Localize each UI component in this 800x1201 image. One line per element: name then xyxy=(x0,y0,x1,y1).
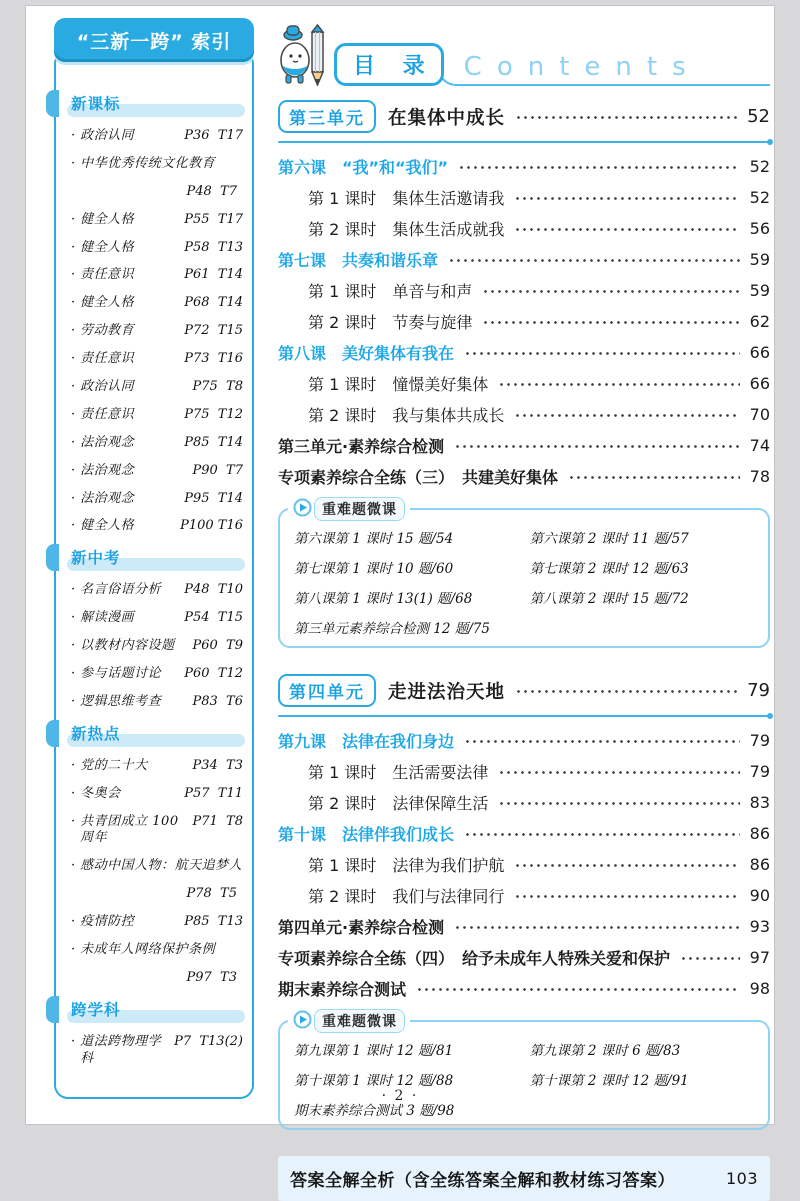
toc-row-title: 第六课 “我”和“我们” xyxy=(278,158,449,177)
index-item-label: 共青团成立 100 周年 xyxy=(80,813,179,846)
index-item-ref: P78 T5 xyxy=(186,886,237,902)
index-item-label: 健全人格 xyxy=(80,211,135,227)
toc-row xyxy=(278,186,770,209)
sidebar-index-item xyxy=(71,463,243,480)
page xyxy=(26,6,774,1191)
index-item-label: 责任意识 xyxy=(80,351,135,367)
sidebar-index-item xyxy=(71,758,243,775)
sidebar-section-cross-subject xyxy=(71,998,243,1068)
toc-row xyxy=(278,884,770,907)
bullet-icon: · xyxy=(71,942,76,958)
sidebar-section-header xyxy=(71,998,243,1022)
toc-page-number: 97 xyxy=(749,948,770,967)
dotted-leader xyxy=(458,164,740,171)
bullet-icon: · xyxy=(71,155,76,171)
sidebar-item-list xyxy=(71,128,243,535)
bullet-icon: · xyxy=(71,128,76,143)
micro-lesson-entry: 期末素养综合测试 3 题/98 xyxy=(294,1103,455,1119)
index-item-label: 健全人格 xyxy=(80,295,135,311)
micro-lesson-entry: 第六课第 1 课时 15 题/54 xyxy=(294,531,454,547)
sidebar-index-item xyxy=(71,407,243,424)
sidebar-section-new-exam xyxy=(71,546,243,710)
sidebar-index-item xyxy=(71,267,243,284)
toc-page-number: 59 xyxy=(749,281,770,300)
section-tab-icon xyxy=(46,544,59,571)
index-item-label: 冬奥会 xyxy=(80,785,121,801)
bullet-icon: · xyxy=(71,211,76,227)
bullet-icon: · xyxy=(71,239,76,255)
section-tab-icon xyxy=(46,720,59,747)
section-tab-icon xyxy=(46,996,59,1023)
dotted-leader xyxy=(514,412,740,419)
dotted-leader xyxy=(464,831,740,838)
bullet-icon: · xyxy=(71,1033,76,1049)
index-item-ref: P68 T14 xyxy=(184,295,243,311)
sidebar-index-item xyxy=(71,518,243,535)
index-item-label: 责任意识 xyxy=(80,406,135,422)
micro-lesson-entries xyxy=(294,527,754,637)
micro-lesson-entry: 第七课第 2 课时 12 题/63 xyxy=(529,561,689,577)
sidebar-section-new-curriculum xyxy=(71,92,243,535)
index-item-ref: P58 T13 xyxy=(184,239,243,255)
unit-badge: 第三单元 xyxy=(278,100,376,133)
toc-row-title: 第四单元·素养综合检测 xyxy=(278,918,445,937)
sidebar-index-item xyxy=(71,858,243,903)
index-item-ref: P72 T15 xyxy=(184,323,243,339)
toc-row-title: 专项素养综合全练（四） 给予未成年人特殊关爱和保护 xyxy=(278,949,671,968)
index-item-ref: P71 T8 xyxy=(192,813,243,829)
toc-row xyxy=(278,729,770,752)
contents-header xyxy=(278,20,770,86)
play-icon xyxy=(293,498,312,521)
toc-row xyxy=(278,822,770,845)
dotted-leader xyxy=(514,226,740,233)
toc-page-number: 79 xyxy=(747,680,770,701)
index-item-ref: P60 T12 xyxy=(184,666,243,682)
sidebar-index-item xyxy=(71,814,243,848)
toc-row xyxy=(278,403,770,426)
contents-title-zh: 目 录 xyxy=(334,43,444,86)
micro-lesson-entry: 第九课第 1 课时 12 题/81 xyxy=(294,1043,454,1059)
micro-lesson-entries xyxy=(294,1039,754,1119)
dotted-leader xyxy=(464,350,740,357)
index-item-label: 责任意识 xyxy=(80,267,135,283)
sidebar-section-title: 新中考 xyxy=(71,549,121,568)
sidebar-section-title: 跨学科 xyxy=(71,1000,121,1019)
toc-page-number: 66 xyxy=(749,343,770,362)
dotted-leader xyxy=(498,381,740,388)
bullet-icon: · xyxy=(71,757,76,773)
sidebar-index-item xyxy=(71,295,243,312)
bullet-icon: · xyxy=(71,351,76,367)
sidebar-index-item xyxy=(71,156,243,201)
sidebar-index-item xyxy=(71,638,243,655)
bullet-icon: · xyxy=(71,323,76,339)
index-item-label: 健全人格 xyxy=(80,518,135,534)
toc-row-title: 第 1 课时 法律为我们护航 xyxy=(308,856,505,875)
dotted-leader xyxy=(448,257,740,264)
toc-page-number: 56 xyxy=(749,219,770,238)
index-item-ref: P34 T3 xyxy=(192,757,243,773)
pencil-mascot-icon xyxy=(278,22,332,90)
index-item-ref: P48 T7 xyxy=(186,183,237,199)
toc-page-number: 52 xyxy=(749,157,770,176)
index-item-ref: P73 T16 xyxy=(184,351,243,367)
index-item-label: 参与话题讨论 xyxy=(80,666,162,682)
dotted-leader xyxy=(498,800,740,807)
toc-row-title: 第 2 课时 我们与法律同行 xyxy=(308,887,505,906)
toc-row xyxy=(278,434,770,457)
bullet-icon: · xyxy=(71,462,76,478)
dotted-leader xyxy=(514,893,740,900)
toc-row xyxy=(278,155,770,178)
toc-page-number: 86 xyxy=(749,824,770,843)
bullet-icon: · xyxy=(71,267,76,283)
answer-section-page: 103 xyxy=(725,1169,758,1188)
bullet-icon: · xyxy=(71,434,76,450)
answer-section-label: 答案全解全析（含全练答案全解和教材练习答案） xyxy=(290,1171,675,1191)
toc-row xyxy=(278,217,770,240)
toc-page-number: 66 xyxy=(749,374,770,393)
index-item-label: 疫情防控 xyxy=(80,914,135,930)
toc-row-title: 第 1 课时 集体生活邀请我 xyxy=(308,189,505,208)
dotted-leader xyxy=(482,288,740,295)
dotted-leader xyxy=(680,955,740,962)
micro-lesson-entry: 第八课第 1 课时 13(1) 题/68 xyxy=(294,591,473,607)
toc-row xyxy=(278,760,770,783)
sidebar-index xyxy=(54,18,254,1099)
sidebar-index-item xyxy=(71,240,243,257)
micro-lesson-box xyxy=(278,502,770,648)
index-item-ref: P95 T14 xyxy=(184,490,243,506)
micro-lesson-title: 重难题微课 xyxy=(314,1009,405,1033)
micro-lesson-box xyxy=(278,1014,770,1130)
toc-page-number: 93 xyxy=(749,917,770,936)
sidebar-title: “三新一跨” 索引 xyxy=(54,18,254,62)
dotted-leader xyxy=(515,114,740,121)
index-item-ref: P75 T12 xyxy=(184,406,243,422)
dotted-leader xyxy=(515,688,740,695)
toc-row-title: 在集体中成长 xyxy=(388,107,506,129)
toc-row xyxy=(278,915,770,938)
toc-page-number: 52 xyxy=(749,188,770,207)
toc-unit3-rows xyxy=(278,100,770,488)
bullet-icon: · xyxy=(71,638,76,654)
toc-row-title: 专项素养综合全练（三） 共建美好集体 xyxy=(278,468,559,487)
sidebar-index-item xyxy=(71,435,243,452)
toc-page-number: 86 xyxy=(749,855,770,874)
toc-row xyxy=(278,279,770,302)
toc-row xyxy=(278,946,770,969)
sidebar-section-header xyxy=(71,722,243,746)
micro-lesson-entry: 第三单元素养综合检测 12 题/75 xyxy=(294,621,490,637)
toc-row xyxy=(278,674,770,717)
index-item-label: 感动中国人物：航天追梦人 xyxy=(80,858,243,874)
index-item-ref: P100 T16 xyxy=(180,518,243,534)
toc-row xyxy=(278,465,770,488)
index-item-label: 名言俗语分析 xyxy=(80,582,162,598)
dotted-leader xyxy=(514,195,740,202)
toc-page-number: 70 xyxy=(749,405,770,424)
micro-lesson-tag xyxy=(288,1009,410,1033)
dotted-leader xyxy=(482,319,740,326)
toc-row-title: 第 2 课时 集体生活成就我 xyxy=(308,220,505,239)
sidebar-index-item xyxy=(71,786,243,803)
toc-row xyxy=(278,341,770,364)
contents-column xyxy=(278,20,770,1201)
sidebar-section-title: 新热点 xyxy=(71,724,121,743)
sidebar-index-item xyxy=(71,379,243,396)
dotted-leader xyxy=(568,474,740,481)
index-item-label: 以教材内容设题 xyxy=(80,638,175,654)
sidebar-index-item xyxy=(71,582,243,599)
dotted-leader xyxy=(514,862,740,869)
sidebar-section-title: 新课标 xyxy=(71,95,121,113)
sidebar-index-item xyxy=(71,610,243,627)
index-item-label: 政治认同 xyxy=(80,128,135,143)
toc-row-title: 第十课 法律伴我们成长 xyxy=(278,825,455,844)
bullet-icon: · xyxy=(71,785,76,801)
toc-row-title: 第 1 课时 单音与和声 xyxy=(308,282,473,301)
sidebar-index-item xyxy=(71,942,243,987)
index-item-ref: P7 T13(2) xyxy=(174,1033,243,1049)
toc-row-title: 第 2 课时 法律保障生活 xyxy=(308,794,489,813)
sidebar-section-header xyxy=(71,546,243,570)
toc-page-number: 79 xyxy=(749,731,770,750)
dotted-leader xyxy=(498,769,740,776)
index-item-ref: P90 T7 xyxy=(192,462,243,478)
index-item-label: 逻辑思维考查 xyxy=(80,693,162,709)
unit-badge: 第四单元 xyxy=(278,674,376,707)
dotted-leader xyxy=(454,443,740,450)
sidebar-index-item xyxy=(71,491,243,508)
index-item-ref: P36 T17 xyxy=(184,128,243,143)
bullet-icon: · xyxy=(71,518,76,534)
toc-row-title: 第 2 课时 节奏与旋律 xyxy=(308,313,473,332)
section-tab-icon xyxy=(46,90,59,117)
bullet-icon: · xyxy=(71,914,76,930)
micro-lesson-title: 重难题微课 xyxy=(314,497,405,521)
bullet-icon: · xyxy=(71,295,76,311)
toc-row xyxy=(278,248,770,271)
sidebar-body xyxy=(54,50,254,1099)
sidebar-index-item xyxy=(71,128,243,145)
index-item-ref: P85 T14 xyxy=(184,434,243,450)
index-item-ref: P60 T9 xyxy=(192,638,243,654)
toc-row-title: 第 2 课时 我与集体共成长 xyxy=(308,406,505,425)
toc-page-number: 52 xyxy=(747,106,770,127)
toc-row-title: 期末素养综合测试 xyxy=(278,980,407,999)
bullet-icon: · xyxy=(71,490,76,506)
toc-row-title: 第 1 课时 憧憬美好集体 xyxy=(308,375,489,394)
sidebar-index-item xyxy=(71,914,243,931)
dotted-leader xyxy=(416,986,740,993)
bullet-icon: · xyxy=(71,379,76,395)
bullet-icon: · xyxy=(71,582,76,598)
sidebar-index-item xyxy=(71,351,243,368)
micro-lesson-entry: 第九课第 2 课时 6 题/83 xyxy=(529,1043,681,1059)
sidebar-item-list xyxy=(71,1034,243,1068)
micro-lesson-entry: 第十课第 2 课时 12 题/91 xyxy=(529,1073,689,1089)
toc-row xyxy=(278,791,770,814)
toc-page-number: 74 xyxy=(749,436,770,455)
sidebar-section-hot-topics xyxy=(71,722,243,987)
toc-row xyxy=(278,100,770,143)
bullet-icon: · xyxy=(71,406,76,422)
index-item-ref: P85 T13 xyxy=(184,914,243,930)
contents-title-en: Contents xyxy=(438,54,770,86)
bullet-icon: · xyxy=(71,693,76,709)
toc-row xyxy=(278,853,770,876)
answer-section-bar xyxy=(278,1156,770,1201)
toc-page-number: 78 xyxy=(749,467,770,486)
sidebar-index-item xyxy=(71,666,243,683)
dotted-leader xyxy=(454,924,740,931)
sidebar-index-item xyxy=(71,1034,243,1068)
bullet-icon: · xyxy=(71,666,76,682)
toc-row xyxy=(278,310,770,333)
toc-row-title: 走进法治天地 xyxy=(388,681,506,703)
toc-row xyxy=(278,977,770,1000)
toc-row-title: 第八课 美好集体有我在 xyxy=(278,344,455,363)
index-item-ref: P83 T6 xyxy=(192,693,243,709)
index-item-label: 健全人格 xyxy=(80,239,135,255)
toc-row xyxy=(278,372,770,395)
index-item-ref: P75 T8 xyxy=(192,379,243,395)
index-item-label: 党的二十大 xyxy=(80,757,148,773)
index-item-label: 政治认同 xyxy=(80,379,135,395)
index-item-ref: P61 T14 xyxy=(184,267,243,283)
index-item-label: 未成年人网络保护条例 xyxy=(80,942,216,958)
index-item-ref: P57 T11 xyxy=(184,785,243,801)
index-item-ref: P97 T3 xyxy=(186,969,237,985)
index-item-ref: P54 T15 xyxy=(184,610,243,626)
toc-page-number: 79 xyxy=(749,762,770,781)
toc-row-title: 第七课 共奏和谐乐章 xyxy=(278,251,439,270)
bullet-icon: · xyxy=(71,813,76,829)
toc-page-number: 59 xyxy=(749,250,770,269)
index-item-label: 劳动教育 xyxy=(80,323,135,339)
toc-page-number: 90 xyxy=(749,886,770,905)
index-item-label: 道法跨物理学科 xyxy=(80,1033,162,1066)
micro-lesson-tag xyxy=(288,497,410,521)
micro-lesson-entry: 第八课第 2 课时 15 题/72 xyxy=(529,591,689,607)
bullet-icon: · xyxy=(71,858,76,874)
play-icon xyxy=(293,1010,312,1033)
index-item-label: 法治观念 xyxy=(80,490,135,506)
index-item-ref: P48 T10 xyxy=(184,582,243,598)
index-item-label: 中华优秀传统文化教育 xyxy=(80,155,216,171)
sidebar-index-item xyxy=(71,323,243,340)
sidebar-index-item xyxy=(71,212,243,229)
toc-row-title: 第 1 课时 生活需要法律 xyxy=(308,763,489,782)
micro-lesson-entry: 第七课第 1 课时 10 题/60 xyxy=(294,561,454,577)
toc-row-title: 第三单元·素养综合检测 xyxy=(278,437,445,456)
sidebar-item-list xyxy=(71,758,243,987)
index-item-ref: P55 T17 xyxy=(184,211,243,227)
sidebar-index-item xyxy=(71,694,243,711)
toc-row-title: 第九课 法律在我们身边 xyxy=(278,732,455,751)
toc-page-number: 98 xyxy=(749,979,770,998)
toc-page-number: 62 xyxy=(749,312,770,331)
micro-lesson-entry: 第十课第 1 课时 12 题/88 xyxy=(294,1073,454,1089)
sidebar-section-header xyxy=(71,92,243,116)
dotted-leader xyxy=(464,738,740,745)
micro-lesson-entry: 第六课第 2 课时 11 题/57 xyxy=(529,531,689,547)
toc-unit4-rows xyxy=(278,674,770,1000)
toc-page-number: 83 xyxy=(749,793,770,812)
bullet-icon: · xyxy=(71,610,76,626)
index-item-label: 解读漫画 xyxy=(80,610,135,626)
index-item-label: 法治观念 xyxy=(80,434,135,450)
page-number-marker: · 2 · xyxy=(381,1088,419,1104)
index-item-label: 法治观念 xyxy=(80,462,135,478)
sidebar-item-list xyxy=(71,582,243,710)
